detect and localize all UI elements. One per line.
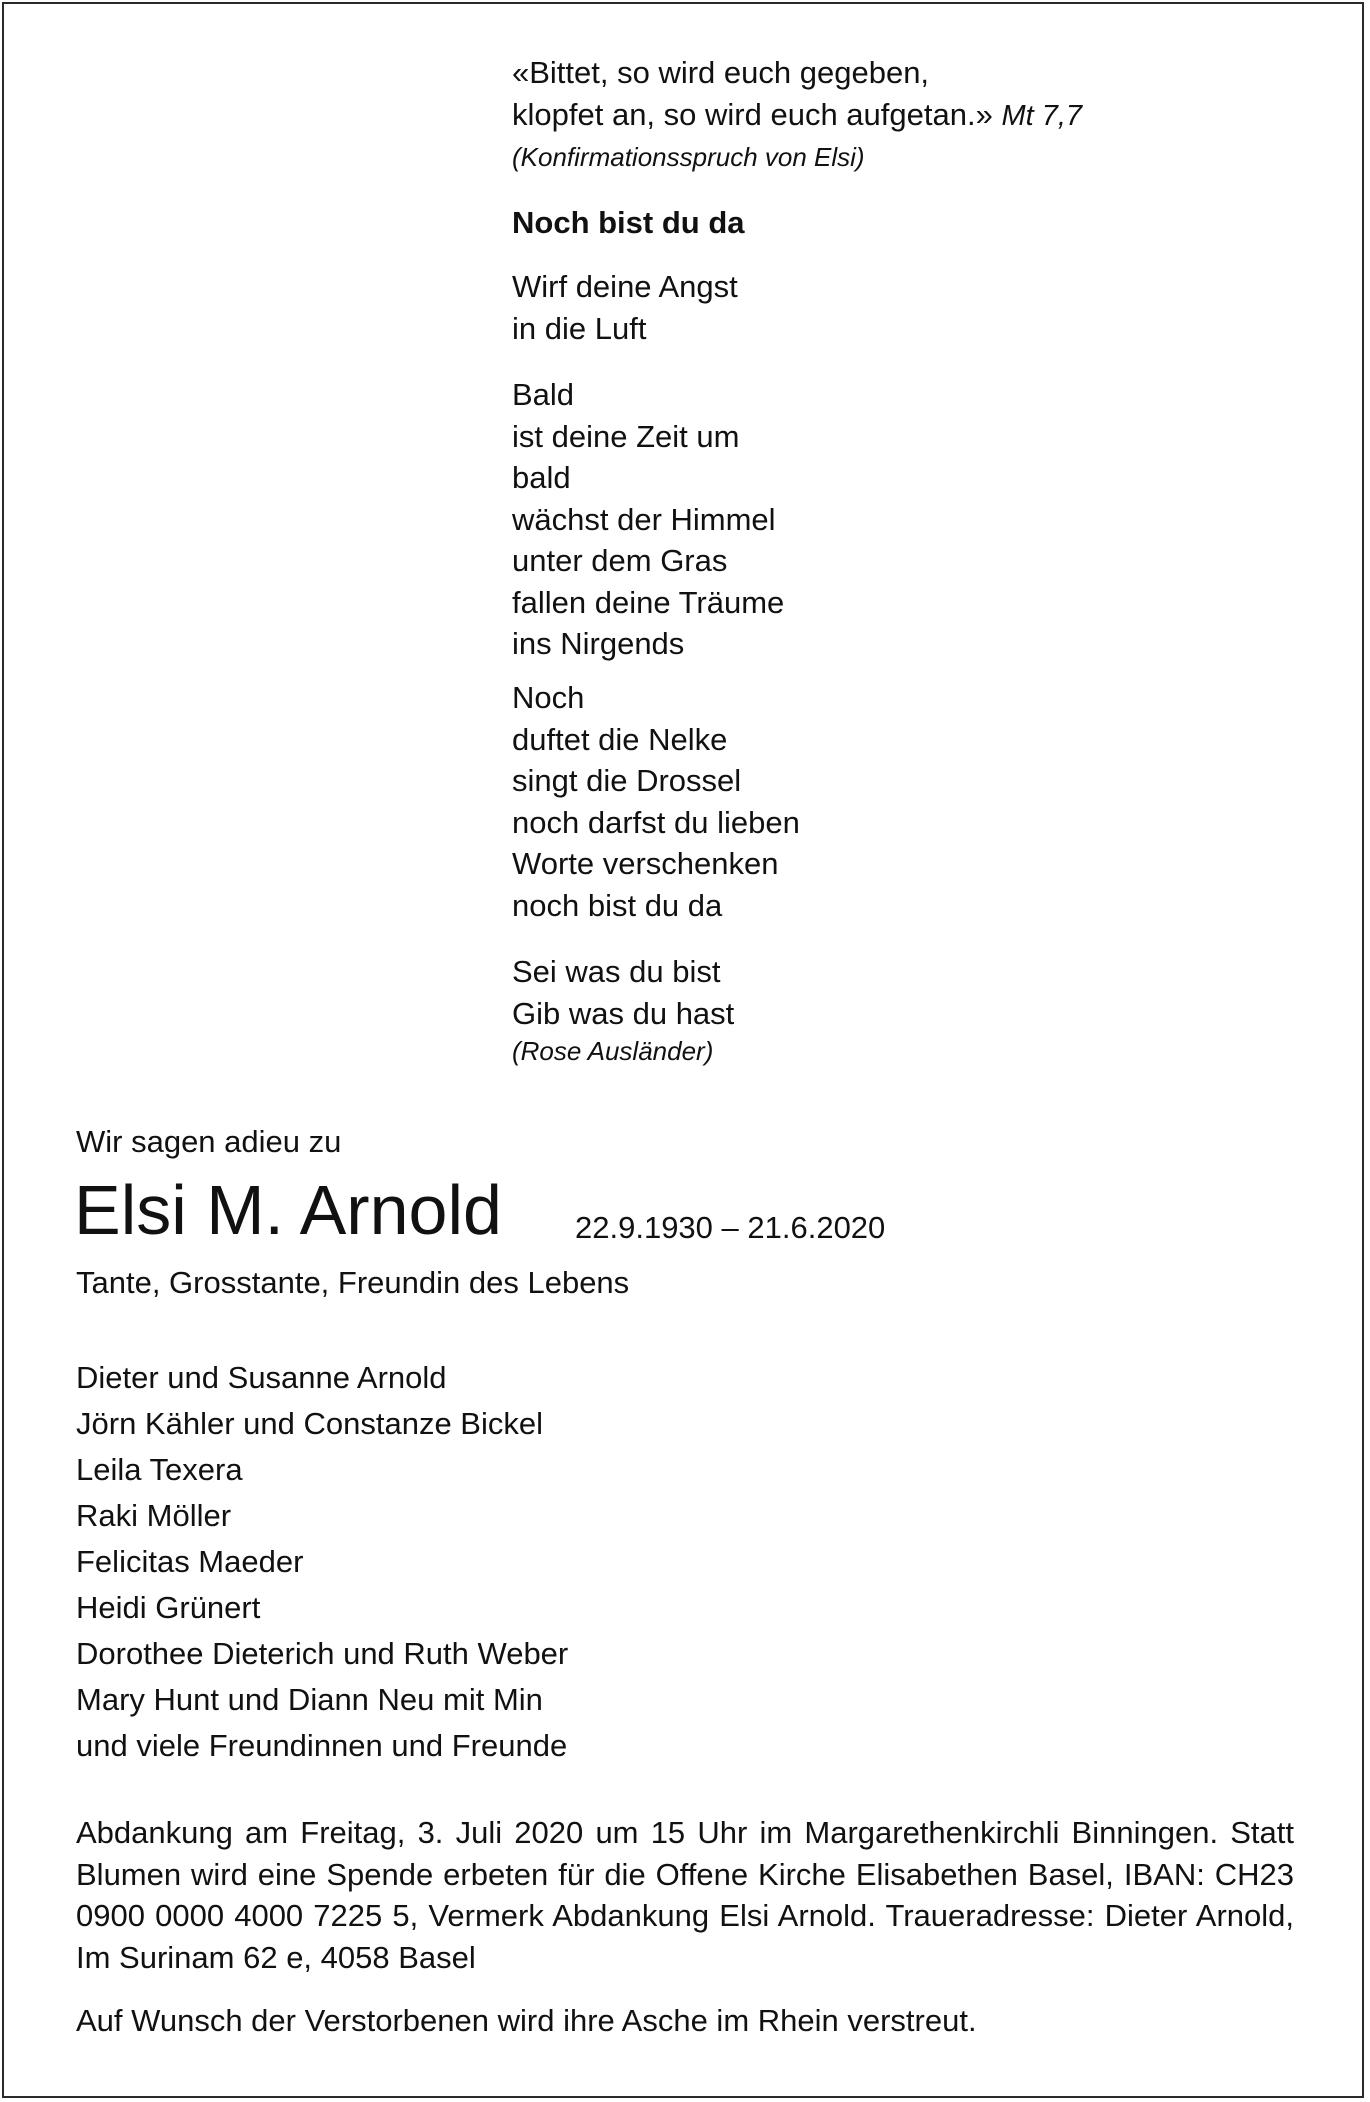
bible-quote — [512, 52, 1082, 177]
farewell-intro: Wir sagen adieu zu — [76, 1124, 342, 1159]
mourners-list — [76, 1355, 568, 1769]
poem-stanza-3 — [512, 677, 800, 926]
deceased-name: Elsi M. Arnold — [74, 1171, 502, 1249]
quote-line-2 — [512, 94, 1082, 138]
closing-note: Auf Wunsch der Verstorbenen wird ihre Asche im Rhein verstreut. — [76, 2003, 977, 2038]
poem-line: ins Nirgends — [512, 626, 685, 661]
mourner: Jörn Kähler und Constanze Bickel — [76, 1406, 543, 1441]
poem-line: Wirf deine Angst — [512, 269, 738, 304]
poem-stanza-4 — [512, 951, 734, 1068]
poem-line: duftet die Nelke — [512, 721, 728, 757]
poem-line: ist deine Zeit um — [512, 418, 740, 454]
poem-stanza-1 — [512, 266, 738, 349]
mourner: Leila Texera — [76, 1452, 243, 1487]
quote-line-2-text: klopfet an, so wird euch aufgetan.» — [512, 96, 993, 132]
mourner: Mary Hunt und Diann Neu mit Min — [76, 1682, 543, 1717]
poem-line: Sei was du bist — [512, 954, 721, 989]
mourner: Dorothee Dieterich und Ruth Weber — [76, 1636, 569, 1671]
life-dates: 22.9.1930 – 21.6.2020 — [575, 1210, 886, 1245]
poem-line: noch darfst du lieben — [512, 804, 800, 840]
poem-line: Worte verschenken — [512, 846, 779, 881]
relation-line: Tante, Grosstante, Freundin des Lebens — [76, 1265, 630, 1300]
poem-author: (Rose Ausländer) — [512, 1036, 714, 1066]
quote-reference: Mt 7,7 — [1001, 99, 1083, 132]
poem-line: Gib was du hast — [512, 995, 735, 1031]
quote-note: (Konfirmationsspruch von Elsi) — [512, 142, 865, 172]
mourner: Dieter und Susanne Arnold — [76, 1360, 447, 1395]
poem-line: bald — [512, 460, 571, 495]
mourner: Raki Möller — [76, 1498, 232, 1533]
poem-line: Bald — [512, 377, 575, 412]
poem-line: singt die Drossel — [512, 763, 742, 798]
poem-line: wächst der Himmel — [512, 501, 776, 537]
poem-line: Noch — [512, 680, 585, 715]
mourner: Felicitas Maeder — [76, 1544, 304, 1579]
poem-line: noch bist du da — [512, 887, 723, 923]
poem-stanza-2 — [512, 374, 784, 665]
funeral-notice: Abdankung am Freitag, 3. Juli 2020 um 15 Uhr im Margarethenkirchli Binningen. Statt Blumen wird eine Spende erbeten für die Offene Kirche Elisabethen Basel, IBAN: CH23 0900 0000 4000 7225 5, Vermerk Abdankung Elsi Arnold. Traueradresse: Dieter Arnold, Im Surinam 62 e, 4058 Basel — [76, 1815, 1294, 1975]
poem-title: Noch bist du da — [512, 205, 745, 240]
poem-line: fallen deine Träume — [512, 584, 785, 620]
poem-line: unter dem Gras — [512, 543, 728, 578]
poem-line: in die Luft — [512, 310, 647, 346]
quote-line-1: «Bittet, so wird euch gegeben, — [512, 55, 930, 90]
mourner: und viele Freundinnen und Freunde — [76, 1728, 568, 1763]
mourner: Heidi Grünert — [76, 1590, 261, 1625]
